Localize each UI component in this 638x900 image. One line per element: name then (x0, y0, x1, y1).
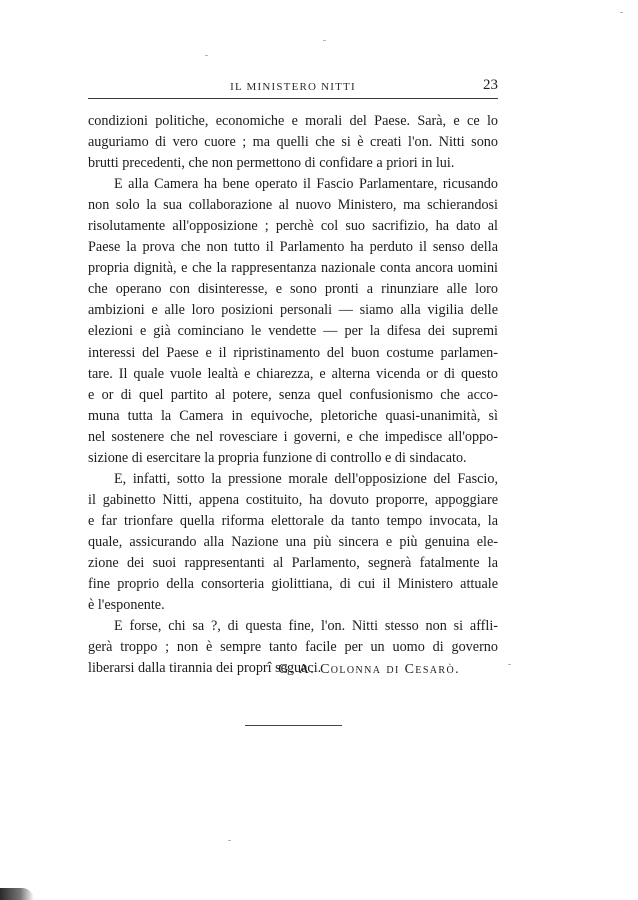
paragraph (88, 111, 498, 174)
text-line: quale, assicurando alla Nazione una più sincera e più genuina ele- (88, 533, 498, 550)
text-line: fine proprio della consorteria giolittiana, di cui il Ministero attuale (88, 576, 498, 593)
paper-speck (508, 664, 511, 665)
text-line: E, infatti, sotto la pressione morale dell'opposizione del Fascio, (114, 470, 498, 487)
text-line: brutti precedenti, che non permettono di confidare a priori in lui. (88, 155, 455, 172)
text-line: nel sostenere che nel rovesciare i governi, e che impedisce all'oppo- (88, 428, 498, 445)
text-line: elezioni e già cominciano le vendette — per la difesa dei supremi (88, 323, 498, 340)
text-line: E alla Camera ha bene operato il Fascio Parlamentare, ricusando (114, 176, 498, 193)
text-line: risolutamente all'opposizione ; perchè col suo sacrifizio, ha dato al (88, 218, 498, 235)
paper-speck (323, 40, 326, 41)
text-line: liberarsi dalla tirannia dei proprî seguaci. (88, 660, 322, 677)
paper-speck (228, 840, 231, 841)
text-line: Paese la prova che non tutto il Parlamento ha perduto il senso della (88, 239, 498, 256)
text-line: e or di quel partito al potere, senza quel confusionismo che acco- (88, 386, 498, 403)
text-line: condizioni politiche, economiche e morali del Paese. Sarà, e ce lo (88, 113, 498, 129)
scan-corner-mark (0, 888, 34, 900)
text-line: zione dei suoi rappresentanti al Parlamento, segnerà fatalmente la (88, 554, 498, 571)
text-line: sizione di esercitare la propria funzione di controllo e di sindacato. (88, 449, 467, 466)
body-text (88, 111, 498, 679)
text-line: E forse, chi sa ?, di questa fine, l'on. Nitti stesso non si affli- (114, 618, 498, 635)
paper-speck (205, 55, 208, 56)
text-line: che operano con disinteresse, e sono pronti a rinunziare alle loro (88, 281, 498, 298)
running-head: IL MINISTERO NITTI (230, 81, 356, 93)
page-number: 23 (483, 77, 498, 93)
text-line: è l'esponente. (88, 597, 165, 614)
text-line: non solo la sua collaborazione al nuovo Ministero, ma schierandosi (88, 197, 498, 214)
text-line: e far trionfare quella riforma elettorale da tanto tempo invocata, la (88, 512, 498, 529)
text-line: gerà troppo ; non è sempre tanto facile per un uomo di governo (88, 639, 498, 656)
text-line: propria dignità, e che la rappresentanza nazionale conta ancora uomini (88, 260, 498, 277)
text-line: ambizioni e alle loro posizioni personali — siamo alla vigilia delle (88, 302, 498, 319)
text-line: tare. Il quale vuole lealtà e chiarezza, e alterna vicenda or di questo (88, 365, 498, 382)
closing-rule (245, 725, 342, 726)
header-rule (88, 98, 498, 99)
text-line: il gabinetto Nitti, appena costituito, ha dovuto proporre, appoggiare (88, 491, 498, 508)
text-line: auguriamo di vero cuore ; ma quelli che si è creati l'on. Nitti sono (88, 134, 498, 151)
page-header (88, 76, 498, 96)
paragraph (88, 469, 498, 616)
paragraph (88, 174, 498, 469)
text-line: interessi del Paese e il ripristinamento del buon costume parlamen- (88, 344, 498, 361)
paper-speck (620, 12, 623, 13)
text-line: muna tutta la Camera in equivoche, pletoriche quasi-unanimità, sì (88, 407, 498, 424)
author-signature: G. A. Colonna di Cesarò. (278, 662, 460, 677)
